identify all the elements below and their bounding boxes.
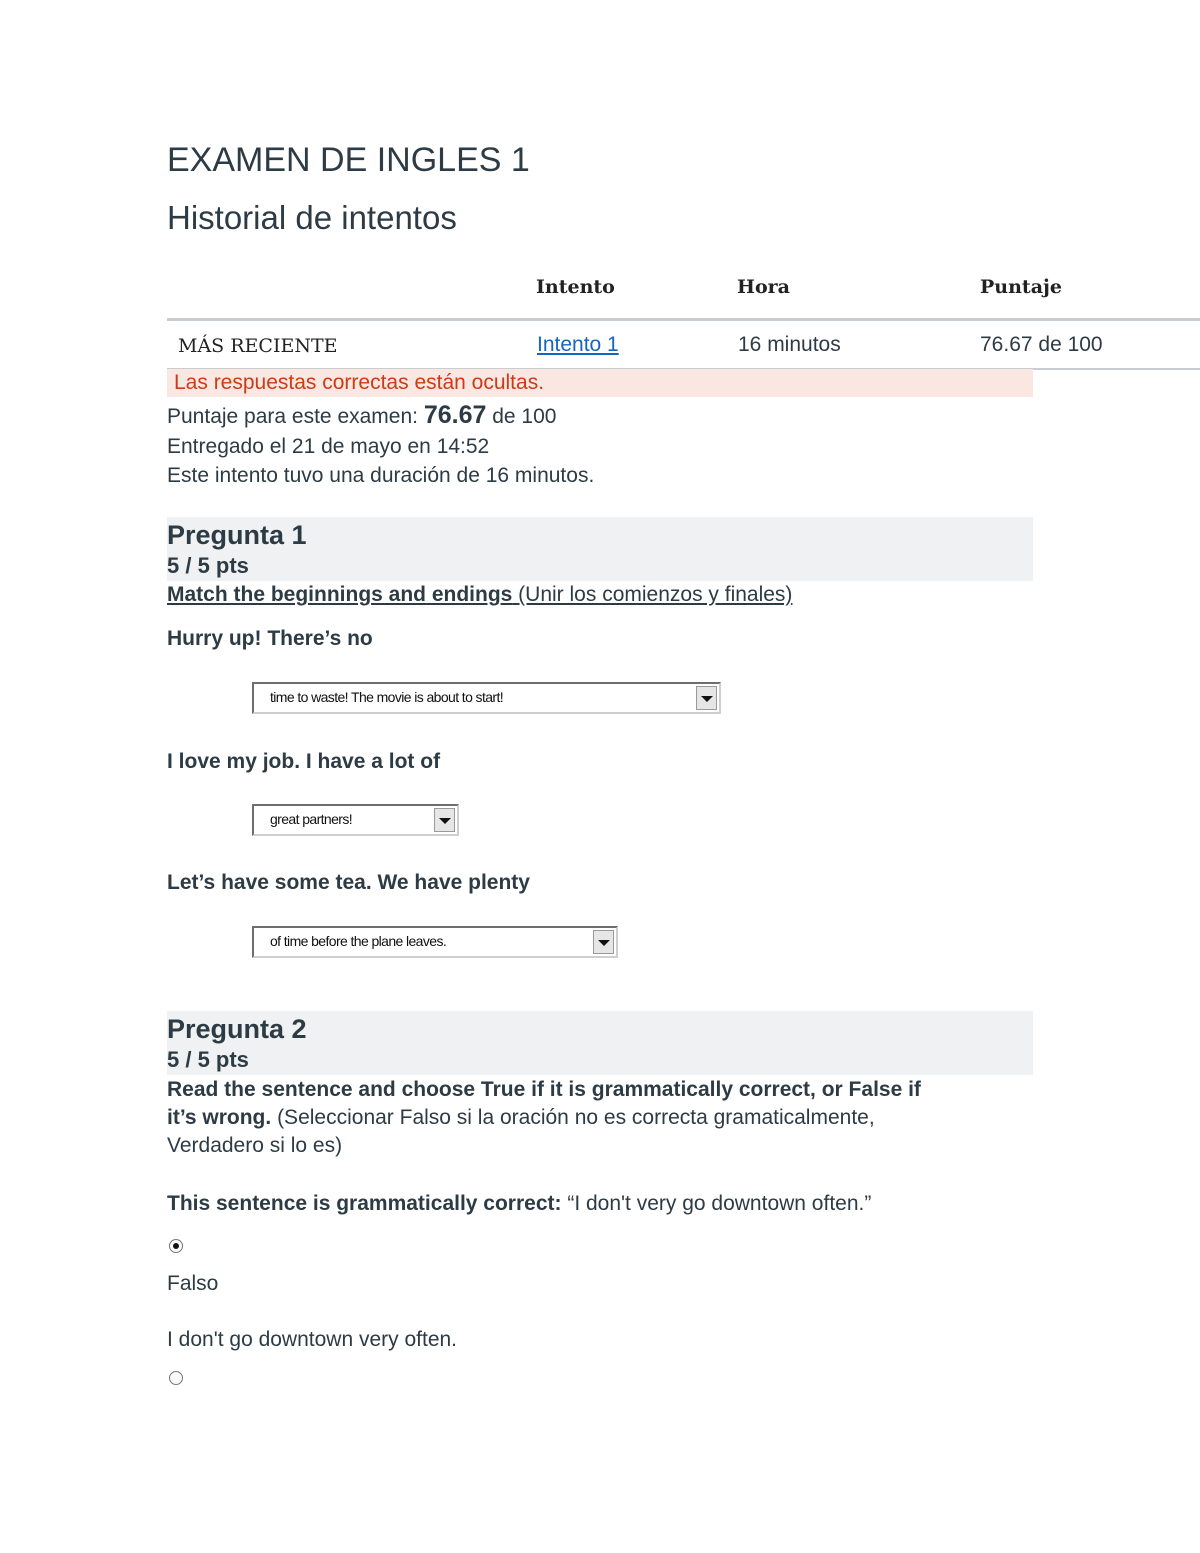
chevron-down-icon[interactable] bbox=[434, 808, 455, 832]
match-select-1[interactable] bbox=[252, 682, 721, 714]
score-value: 76.67 bbox=[423, 401, 487, 429]
duration-line: Este intento tuvo una duración de 16 minutos. bbox=[167, 464, 595, 487]
answer-label-correction: I don't go downtown very often. bbox=[167, 1328, 458, 1351]
selected-value: of time before the plane leaves. bbox=[270, 933, 447, 949]
question-2-statement bbox=[167, 1190, 871, 1218]
instruction-bold-1: Read the sentence and choose True if it is grammatically correct, or False if bbox=[167, 1078, 921, 1101]
attempt-history-title: Historial de intentos bbox=[167, 199, 457, 236]
question-2-instruction bbox=[167, 1076, 921, 1160]
table-row bbox=[167, 321, 1200, 370]
match-select-3[interactable] bbox=[252, 926, 618, 958]
match-prompt-2: I love my job. I have a lot of bbox=[167, 750, 441, 773]
question-2-header bbox=[167, 1011, 1033, 1075]
attempt-1-link[interactable]: Intento 1 bbox=[537, 333, 619, 356]
score-prefix: Puntaje para este examen: bbox=[167, 405, 424, 428]
instruction-bold-2: it’s wrong. bbox=[167, 1106, 272, 1129]
question-1-instruction bbox=[167, 581, 792, 609]
match-prompt-3: Let’s have some tea. We have plenty bbox=[167, 871, 530, 894]
instruction-translation-1: (Seleccionar Falso si la oración no es correcta gramaticalmente, bbox=[271, 1106, 875, 1129]
chevron-down-icon[interactable] bbox=[593, 930, 614, 954]
instruction-translation: (Unir los comienzos y finales) bbox=[512, 583, 793, 606]
instruction-bold: Match the beginnings and endings bbox=[167, 583, 513, 606]
table-header bbox=[167, 270, 1200, 321]
selected-value: time to waste! The movie is about to start! bbox=[270, 689, 504, 705]
answer-radio-correction[interactable] bbox=[169, 1371, 183, 1385]
score-line bbox=[167, 401, 594, 432]
latest-label: MÁS RECIENTE bbox=[178, 335, 338, 357]
exam-title: EXAMEN DE INGLES 1 bbox=[167, 141, 530, 179]
instruction-translation-2: Verdadero si lo es) bbox=[167, 1134, 343, 1157]
chevron-down-icon[interactable] bbox=[696, 686, 717, 710]
submitted-line: Entregado el 21 de mayo en 14:52 bbox=[167, 434, 490, 458]
hidden-answers-notice: Las respuestas correctas están ocultas. bbox=[167, 369, 1033, 397]
statement-bold: This sentence is grammatically correct: bbox=[167, 1192, 562, 1215]
match-prompt-1: Hurry up! There’s no bbox=[167, 627, 373, 650]
answer-radio-falso[interactable] bbox=[169, 1239, 183, 1253]
question-points: 5 / 5 pts bbox=[167, 553, 249, 578]
statement-sentence: “I don't very go downtown often.” bbox=[561, 1192, 872, 1215]
attempt-history-table bbox=[167, 270, 1200, 370]
question-1-header bbox=[167, 517, 1033, 581]
selected-value: great partners! bbox=[270, 811, 353, 827]
match-select-2[interactable] bbox=[252, 804, 459, 836]
attempt-score: 76.67 de 100 bbox=[980, 333, 1103, 356]
column-header-time: Hora bbox=[737, 276, 790, 298]
column-header-score: Puntaje bbox=[980, 276, 1062, 298]
answer-label-falso: Falso bbox=[167, 1272, 219, 1295]
attempt-summary bbox=[167, 401, 594, 491]
attempt-time: 16 minutos bbox=[738, 333, 841, 356]
question-title: Pregunta 2 bbox=[167, 1014, 307, 1044]
question-points: 5 / 5 pts bbox=[167, 1047, 249, 1072]
question-title: Pregunta 1 bbox=[167, 520, 307, 550]
column-header-attempt: Intento bbox=[536, 276, 615, 298]
score-suffix: de 100 bbox=[486, 405, 557, 428]
